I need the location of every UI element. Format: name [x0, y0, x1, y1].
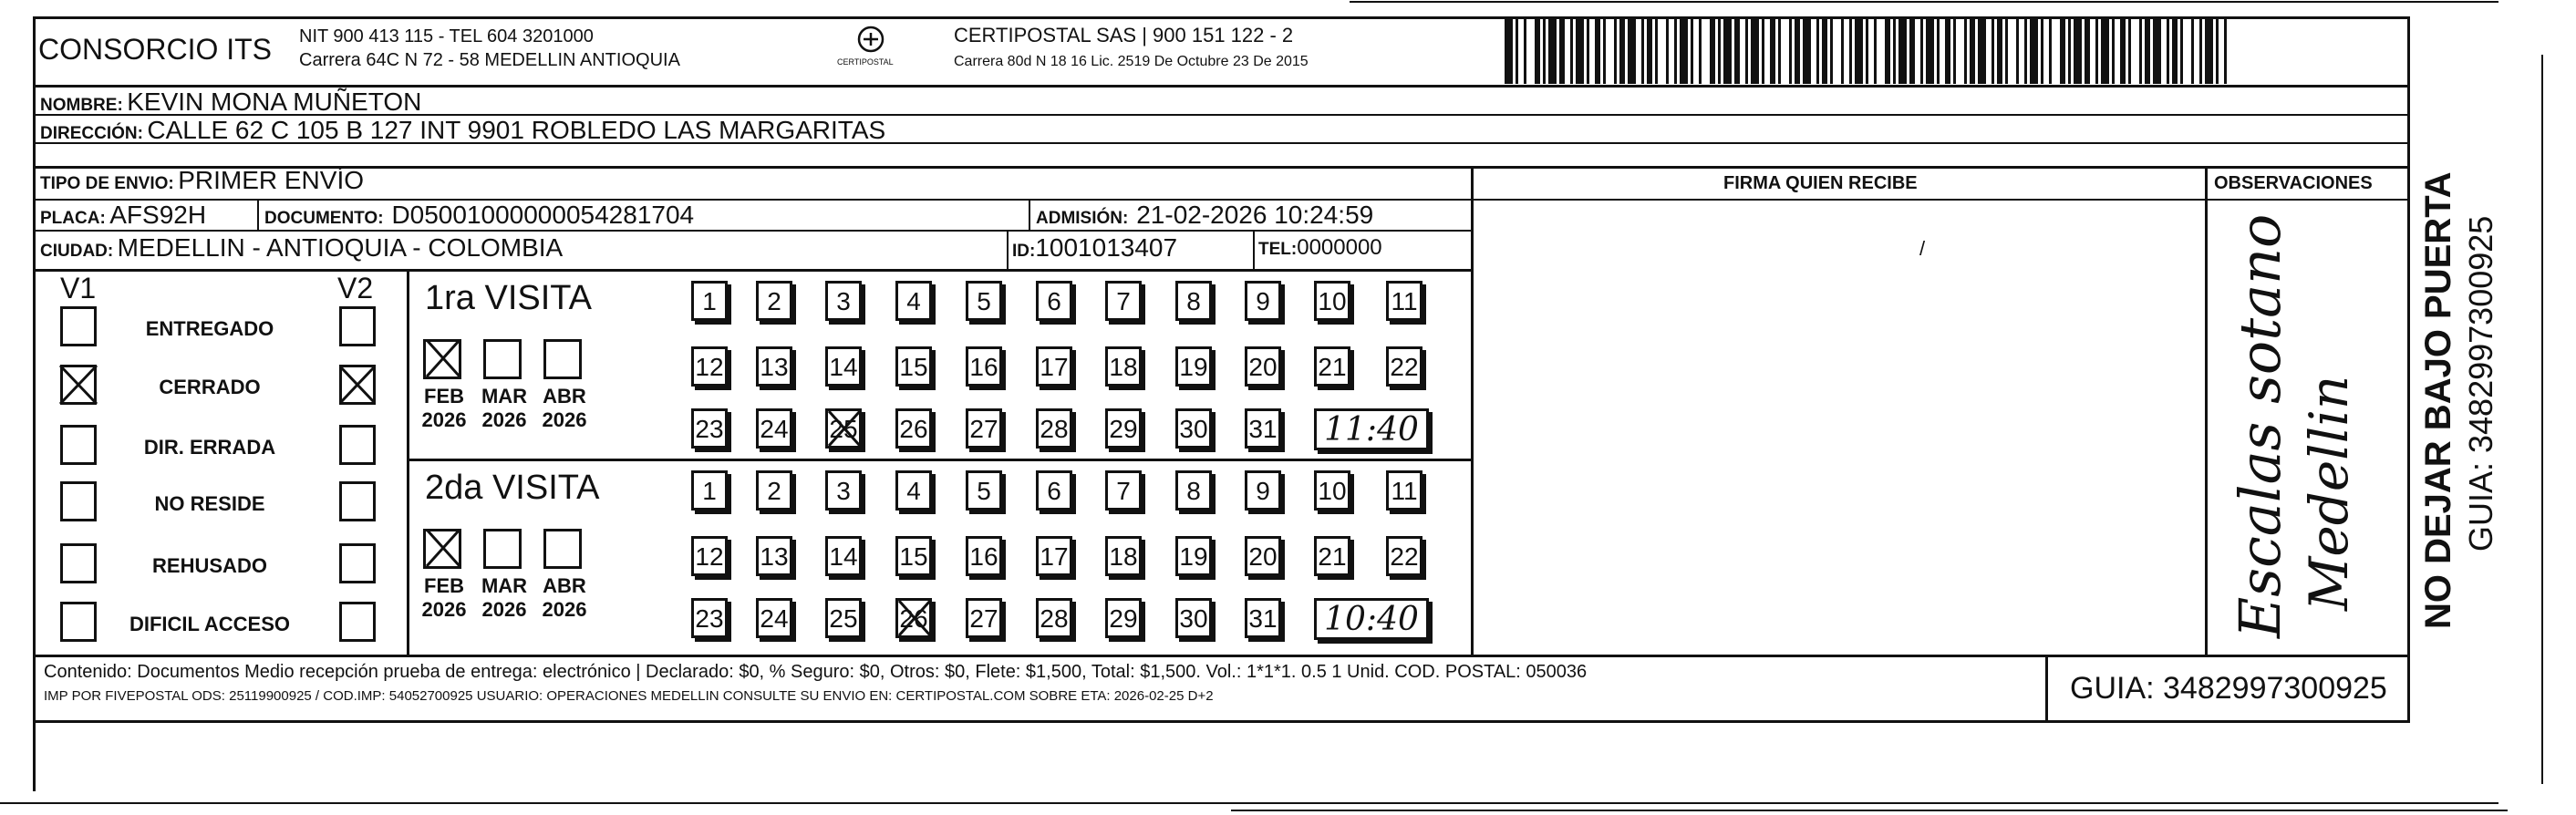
day-box[interactable]: 7	[1105, 470, 1142, 511]
day-box[interactable]: 23	[691, 408, 728, 449]
month-checkbox[interactable]	[483, 529, 522, 569]
v1-checkbox[interactable]	[60, 481, 97, 521]
day-box[interactable]: 9	[1245, 470, 1281, 511]
status-label: DIR. ERRADA	[143, 436, 276, 459]
status-label: NO RESIDE	[154, 492, 265, 515]
v1-label: V1	[60, 272, 97, 304]
right-edge-rule	[2541, 55, 2543, 784]
day-box[interactable]: 29	[1105, 598, 1142, 638]
month-label: ABR	[543, 574, 586, 597]
month-label: FEB	[424, 385, 464, 408]
v2-label: V2	[337, 272, 374, 304]
month-year: 2026	[542, 408, 587, 431]
day-box[interactable]: 20	[1245, 346, 1281, 387]
v2-checkbox[interactable]	[339, 306, 376, 346]
day-box[interactable]: 28	[1036, 408, 1072, 449]
day-box[interactable]: 25	[825, 408, 862, 449]
day-box[interactable]: 20	[1245, 536, 1281, 576]
day-box[interactable]: 29	[1105, 408, 1142, 449]
grid-line	[1007, 230, 1009, 270]
day-box[interactable]: 21	[1314, 346, 1350, 387]
grid-line	[2205, 166, 2208, 655]
company-name: CONSORCIO ITS	[38, 33, 273, 66]
grid-line	[257, 199, 259, 232]
top-edge-rule	[1350, 1, 2498, 3]
month-label: MAR	[481, 385, 528, 408]
month-year: 2026	[421, 598, 467, 621]
day-box[interactable]: 10	[1314, 281, 1350, 321]
day-box[interactable]: 2	[756, 470, 792, 511]
company-line1: NIT 900 413 115 - TEL 604 3201000	[299, 26, 594, 46]
month-year: 2026	[542, 598, 587, 621]
v1-checkbox[interactable]	[60, 365, 97, 405]
month-checkbox[interactable]	[483, 339, 522, 379]
status-label: REHUSADO	[152, 554, 267, 577]
grid-line	[407, 269, 409, 655]
day-box[interactable]: 17	[1036, 536, 1072, 576]
day-box[interactable]: 31	[1245, 598, 1281, 638]
grid-line	[33, 230, 1472, 232]
month-year: 2026	[481, 598, 527, 621]
day-box[interactable]: 19	[1175, 536, 1212, 576]
day-box[interactable]: 31	[1245, 408, 1281, 449]
grid-line	[2045, 655, 2048, 720]
v2-checkbox[interactable]	[339, 543, 376, 583]
day-box[interactable]: 11	[1386, 281, 1422, 321]
day-box[interactable]: 24	[756, 598, 792, 638]
day-box[interactable]: 15	[895, 346, 932, 387]
day-box[interactable]: 19	[1175, 346, 1212, 387]
grid-line	[33, 720, 2408, 723]
day-box[interactable]: 11	[1386, 470, 1422, 511]
day-box[interactable]: 1	[691, 281, 728, 321]
v2-checkbox[interactable]	[339, 602, 376, 642]
footer-guia: GUIA: 3482997300925	[2070, 671, 2387, 706]
grid-line	[1253, 230, 1255, 270]
day-box[interactable]: 24	[756, 408, 792, 449]
id-field: ID:1001013407	[1012, 233, 1178, 262]
day-box[interactable]: 5	[966, 281, 1002, 321]
direccion-row: DIRECCIÓN: CALLE 62 C 105 B 127 INT 9901 ROBLEDO LAS MARGARITAS	[40, 116, 886, 144]
carrier-line1: CERTIPOSTAL SAS | 900 151 122 - 2	[954, 24, 1294, 46]
day-box[interactable]: 13	[756, 346, 792, 387]
day-box[interactable]: 9	[1245, 281, 1281, 321]
documento-field: DOCUMENTO: D05001000000054281704	[264, 201, 695, 229]
day-box[interactable]: 8	[1175, 470, 1212, 511]
v2-checkbox[interactable]	[339, 481, 376, 521]
day-box[interactable]: 12	[691, 536, 728, 576]
day-box[interactable]: 17	[1036, 346, 1072, 387]
v1-checkbox[interactable]	[60, 543, 97, 583]
day-box[interactable]: 15	[895, 536, 932, 576]
observaciones-handwriting-2: Medellin	[2298, 375, 2360, 611]
grid-line	[407, 459, 1472, 461]
day-box[interactable]: 21	[1314, 536, 1350, 576]
day-box[interactable]: 27	[966, 408, 1002, 449]
bottom-edge-rule	[0, 802, 2498, 804]
admision-field: ADMISIÓN: 21-02-2026 10:24:59	[1036, 201, 1374, 229]
grid-line	[33, 655, 2408, 657]
company-line2: Carrera 64C N 72 - 58 MEDELLIN ANTIOQUIA	[299, 50, 680, 70]
day-box[interactable]: 4	[895, 470, 932, 511]
v1-checkbox[interactable]	[60, 602, 97, 642]
certipostal-logo: CERTIPOSTAL	[821, 24, 921, 71]
day-box[interactable]: 25	[825, 598, 862, 638]
status-label: CERRADO	[159, 376, 261, 398]
signature-tick: /	[1919, 237, 1926, 260]
month-checkbox[interactable]	[423, 339, 461, 379]
visit-title: 2da VISITA	[425, 469, 600, 507]
v1-checkbox[interactable]	[60, 306, 97, 346]
footer-imp: IMP POR FIVEPOSTAL ODS: 25119900925 / COD.IMP: 54052700925 USUARIO: OPERACIONES MEDELLIN CONSULTE SU ENVIO EN: CERTIPOSTAL.COM SOBRE ETA: 2026-02-25 D+2	[44, 688, 1214, 704]
day-box[interactable]: 14	[825, 346, 862, 387]
day-box[interactable]: 22	[1386, 346, 1422, 387]
grid-line	[2407, 16, 2410, 723]
day-box[interactable]: 6	[1036, 470, 1072, 511]
observaciones-handwriting-1: Escalas sotano	[2227, 213, 2293, 638]
day-box[interactable]: 3	[825, 470, 862, 511]
month-checkbox[interactable]	[423, 529, 461, 569]
grid-line	[33, 269, 1472, 272]
day-box[interactable]: 4	[895, 281, 932, 321]
day-box[interactable]: 30	[1175, 408, 1212, 449]
day-box[interactable]: 16	[966, 346, 1002, 387]
side-guia: GUIA: 3482997300925	[2462, 215, 2499, 552]
day-box[interactable]: 6	[1036, 281, 1072, 321]
left-rule	[33, 16, 36, 791]
month-year: 2026	[421, 408, 467, 431]
month-label: MAR	[481, 574, 528, 597]
no-dejar-bajo-puerta: NO DEJAR BAJO PUERTA	[2418, 171, 2458, 629]
v2-checkbox[interactable]	[339, 425, 376, 465]
tel-field: TEL:0000000	[1258, 235, 1382, 260]
tipo-envio-row: TIPO DE ENVIO: PRIMER ENVÍO	[40, 166, 365, 194]
visit-title: 1ra VISITA	[425, 279, 593, 317]
grid-line	[33, 166, 2408, 169]
day-box[interactable]: 27	[966, 598, 1002, 638]
day-box[interactable]: 16	[966, 536, 1002, 576]
placa-field: PLACA: AFS92H	[40, 201, 207, 229]
visit-time-box[interactable]: 11:40	[1314, 408, 1429, 450]
day-box[interactable]: 5	[966, 470, 1002, 511]
v1-checkbox[interactable]	[60, 425, 97, 465]
day-box[interactable]: 26	[895, 598, 932, 638]
status-label: ENTREGADO	[145, 317, 274, 340]
day-box[interactable]: 14	[825, 536, 862, 576]
day-box[interactable]: 30	[1175, 598, 1212, 638]
month-label: ABR	[543, 385, 586, 408]
carrier-line2: Carrera 80d N 18 16 Lic. 2519 De Octubre 23 De 2015	[954, 54, 1309, 69]
day-box[interactable]: 10	[1314, 470, 1350, 511]
observaciones-header: OBSERVACIONES	[2214, 173, 2373, 193]
day-box[interactable]: 18	[1105, 346, 1142, 387]
day-box[interactable]: 13	[756, 536, 792, 576]
bottom-edge-rule-2	[1231, 810, 2508, 811]
month-label: FEB	[424, 574, 464, 597]
day-box[interactable]: 18	[1105, 536, 1142, 576]
day-box[interactable]: 26	[895, 408, 932, 449]
ciudad-field: CIUDAD: MEDELLIN - ANTIOQUIA - COLOMBIA	[40, 233, 564, 262]
barcode	[1505, 18, 2234, 84]
firma-header: FIRMA QUIEN RECIBE	[1723, 173, 1918, 193]
month-checkbox[interactable]	[543, 529, 582, 569]
visit-time-box[interactable]: 10:40	[1314, 598, 1429, 640]
nombre-row: NOMBRE: KEVIN MONA MUÑETON	[40, 88, 422, 116]
day-box[interactable]: 22	[1386, 536, 1422, 576]
day-box[interactable]: 12	[691, 346, 728, 387]
day-box[interactable]: 8	[1175, 281, 1212, 321]
day-box[interactable]: 7	[1105, 281, 1142, 321]
day-box[interactable]: 1	[691, 470, 728, 511]
day-box[interactable]: 2	[756, 281, 792, 321]
v2-checkbox[interactable]	[339, 365, 376, 405]
month-checkbox[interactable]	[543, 339, 582, 379]
grid-line	[1029, 199, 1030, 232]
day-box[interactable]: 23	[691, 598, 728, 638]
footer-contenido: Contenido: Documentos Medio recepción prueba de entrega: electrónico | Declarado: $0, % Seguro: $0, Otros: $0, Flete: $1,500, Total: $1,500. Vol.: 1*1*1. 0.5 1 Unid. COD. POSTAL: 050036	[44, 662, 1588, 682]
month-year: 2026	[481, 408, 527, 431]
grid-line	[1471, 166, 1474, 655]
status-label: DIFICIL ACCESO	[129, 613, 290, 635]
day-box[interactable]: 28	[1036, 598, 1072, 638]
day-box[interactable]: 3	[825, 281, 862, 321]
